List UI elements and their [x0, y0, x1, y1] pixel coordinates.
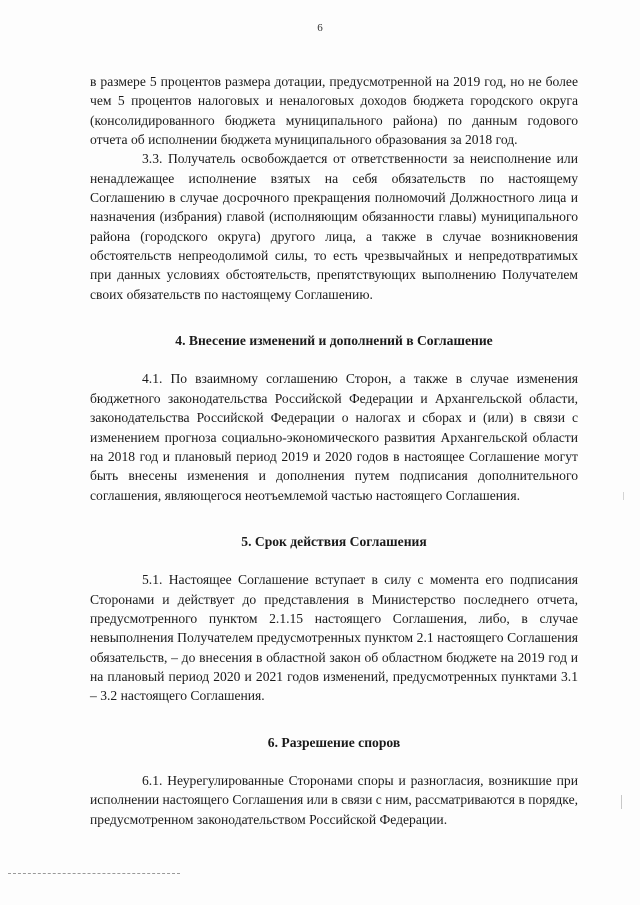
paragraph-continuation: в размере 5 процентов размера дотации, предусмотренной на 2019 год, но не более чем 5 процентов налоговых и неналоговых доходов бюджета городского округа (консолидированного бюджета муниципального района) по данным годового отчета об исполнении бюджета муниципального образования за 2018 год.: [90, 74, 578, 148]
paragraph-4-1: 4.1. По взаимному соглашению Сторон, а также в случае изменения бюджетного законодательства Российской Федерации и Архангельской области, законодательства Российской Федерации о налогах и сборах и (или) в связи с изменением прогноза социально-экономического развития Архангельской области на 2018 год и плановый период 2019 и 2020 годов в настоящее Соглашение могут быть внесены изменения и дополнения путем подписания дополнительного соглашения, являющегося неотъемлемой частью настоящего Соглашения.: [90, 371, 578, 503]
scan-mark: [621, 795, 622, 809]
section-heading-4: 4. Внесение изменений и дополнений в Соглашение: [175, 333, 493, 349]
section-heading-6: 6. Разрешение споров: [267, 734, 401, 750]
paragraph-5-1: 5.1. Настоящее Соглашение вступает в силу с момента его подписания Сторонами и действует до представления в Министерство последнего отчета, предусмотренного пунктом 2.1.15 настоящего Соглашения, либо, в случае невыполнения Получателем предусмотренных пунктом 2.1 настоящего Соглашения обязательств, – до внесения в областной закон об областном бюджете на 2019 год и на плановый период 2020 и 2021 годов изменений, предусмотренных пунктами 3.1 – 3.2 настоящего Соглашения.: [90, 572, 578, 704]
footer-scan-line: [8, 873, 180, 874]
paragraph-3-3: 3.3. Получатель освобождается от ответственности за неисполнение или ненадлежащее исполнение взятых на себя обязательств по настоящему Соглашению в случае досрочного прекращения полномочий Должностного лица и назначения (избрания) главой (исполняющим обязанности главы) муниципального района (городского округа) другого лица, а также в случае возникновения обстоятельств непреодолимой силы, то есть чрезвычайных и непредотвратимых при данных условиях обстоятельств, препятствующих выполнению Получателем своих обязательств по настоящему Соглашению.: [90, 151, 578, 302]
page-number: 6: [317, 22, 323, 34]
paragraph-6-1: 6.1. Неурегулированные Сторонами споры и разногласия, возникшие при исполнении настоящего Соглашения или в связи с ним, рассматриваются в порядке, предусмотренном законодательством Российской Федерации.: [90, 772, 578, 827]
section-heading-5: 5. Срок действия Соглашения: [241, 533, 427, 549]
document-body: [90, 72, 578, 829]
scan-mark: [623, 492, 624, 500]
